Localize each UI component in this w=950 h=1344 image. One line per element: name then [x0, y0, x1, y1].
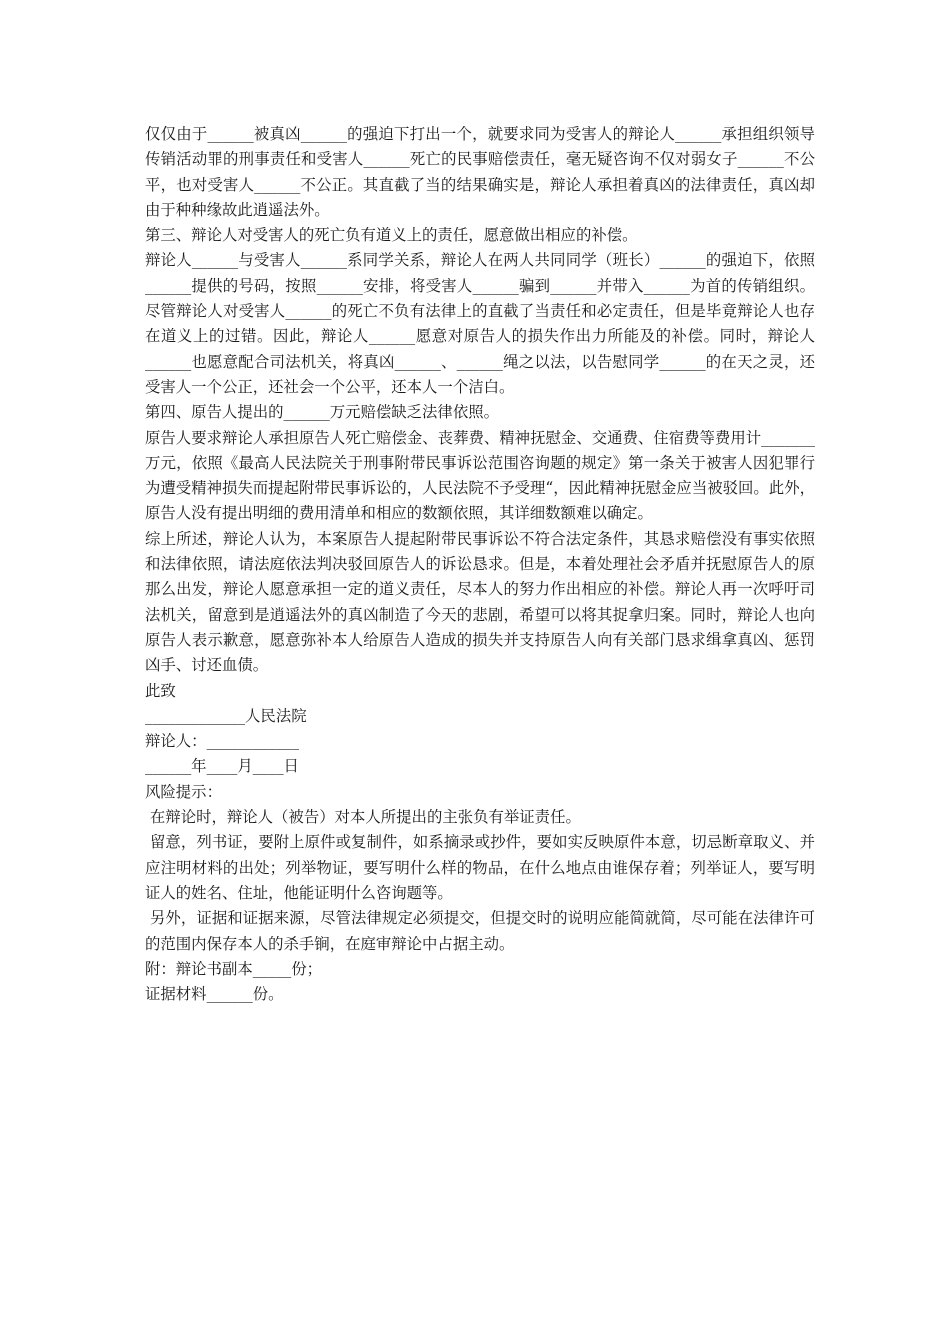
closing-date: ______年____月____日 [145, 757, 299, 776]
closing-court: _____________人民法院 [145, 706, 307, 725]
risk-item: 另外，证据和证据来源，尽管法律规定必须提交，但提交时的说明应能简就简，尽可能在法律许可的范围内保存本人的杀手锏，在庭审辩论中占据主动。 [145, 909, 815, 953]
section-heading-compensation: 第四、原告人提出的______万元赔偿缺乏法律依照。 [145, 403, 499, 422]
risk-heading: 风险提示： [145, 782, 222, 801]
paragraph-conclusion: 综上所述，辩论人认为，本案原告人提起附带民事诉讼不符合法定条件，其恳求赔偿没有事实依照和法律依照，请法庭依法判决驳回原告人的诉讼恳求。但是，本着处理社会矛盾并抚慰原告人的原那么出发，辩论人愿意承担一定的道义责任，尽本人的努力作出相应的补偿。辩论人再一次呼吁司法机关，留意到是逍遥法外的真凶制造了今天的悲剧，希望可以将其捉拿归案。同时，辩论人也向原告人表示歉意，愿意弥补本人给原告人造成的损失并支持原告人向有关部门恳求缉拿真凶、惩罚凶手、讨还血债。 [145, 529, 815, 675]
risk-item: 在辩论时，辩论人（被告）对本人所提出的主张负有举证责任。 [145, 808, 581, 827]
paragraph-moral-duty: 辩论人______与受害人______系同学关系，辩论人在两人共同同学（班长）______的强迫下，依照______提供的号码，按照______安排，将受害人______骗到______并带入______为首的传销组织。尽管辩论人对受害人______的死亡不负有法律上的直截了当责任和必定责任，但是毕竟辩论人也存在道义上的过错。因此，辩论人______愿意对原告人的损失作出力所能及的补偿。同时，辩论人______也愿意配合司法机关，将真凶______、______绳之以法，以告慰同学______的在天之灵，还受害人一个公正，还社会一个公平，还本人一个洁白。 [145, 251, 815, 396]
paragraph-liability: 仅仅由于______被真凶______的强迫下打出一个，就要求同为受害人的辩论人______承担组织领导传销活动罪的刑事责任和受害人______死亡的民事赔偿责任，毫无疑咨询不仅对弱女子______不公平，也对受害人______不公正。其直截了当的结果确实是，辩论人承担着真凶的法律责任，真凶却由于种种缘故此逍遥法外。 [145, 125, 815, 219]
attachment-evidence: 证据材料______份。 [145, 985, 284, 1004]
closing-signer: 辩论人：____________ [145, 732, 299, 751]
document-body [145, 122, 815, 1007]
attachment-copies: 附：辩论书副本_____份； [145, 959, 322, 978]
section-heading-moral-duty: 第三、辩论人对受害人的死亡负有道义上的责任，愿意做出相应的补偿。 [145, 226, 638, 245]
closing-salutation: 此致 [145, 681, 176, 700]
risk-item: 留意，列书证，要附上原件或复制件，如系摘录或抄件，要如实反映原件本意，切忌断章取义、并应注明材料的出处；列举物证，要写明什么样的物品，在什么地点由谁保存着；列举证人，要写明证人的姓名、住址，他能证明什么咨询题等。 [145, 833, 815, 902]
paragraph-compensation: 原告人要求辩论人承担原告人死亡赔偿金、丧葬费、精神抚慰金、交通费、住宿费等费用计_______万元，依照《最高人民法院关于刑事附带民事诉讼范围咨询题的规定》第一条关于被害人因犯罪行为遭受精神损失而提起附带民事诉讼的，人民法院不予受理“，因此精神抚慰金应当被驳回。此外，原告人没有提出明细的费用清单和相应的数额依照，其详细数额难以确定。 [145, 428, 815, 523]
